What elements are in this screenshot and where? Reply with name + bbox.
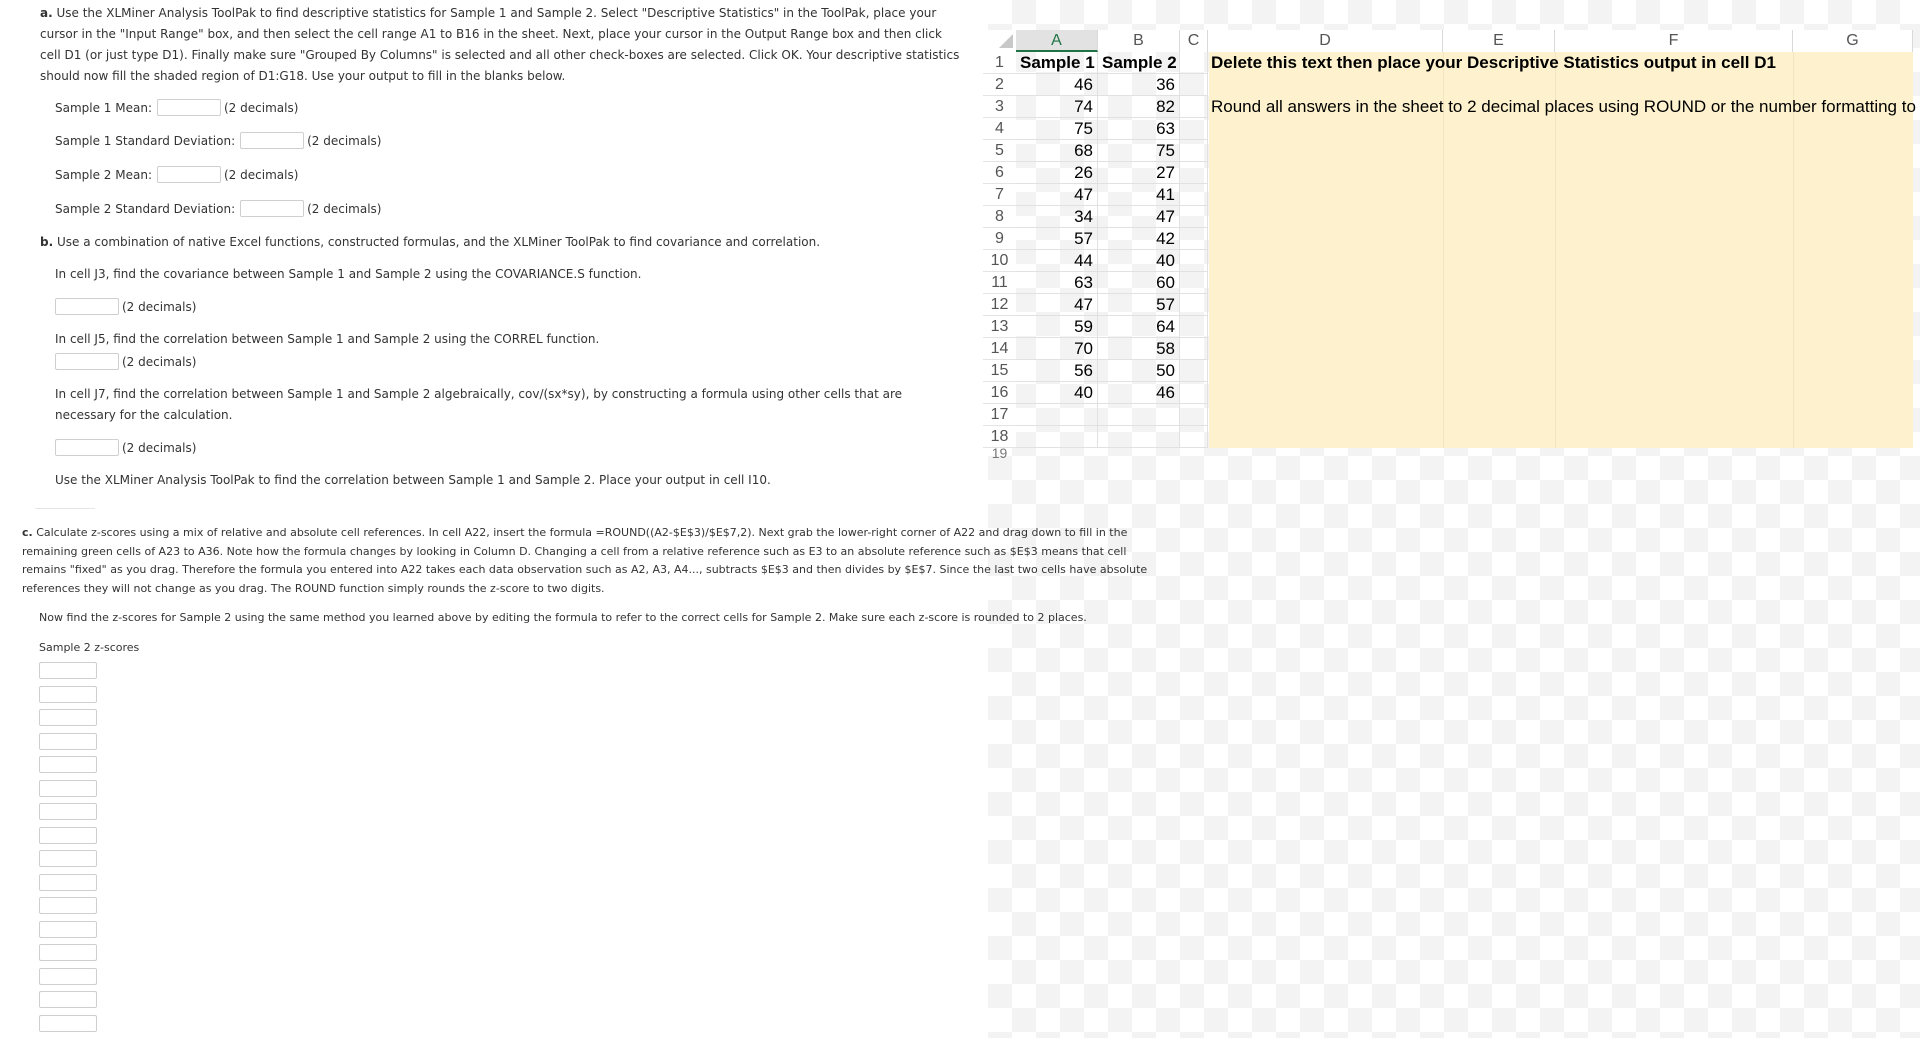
cell-c7[interactable] bbox=[1180, 184, 1208, 206]
cell-a12[interactable]: 47 bbox=[1016, 294, 1098, 316]
cell-c8[interactable] bbox=[1180, 206, 1208, 228]
cell-a3[interactable]: 74 bbox=[1016, 96, 1098, 118]
cell-b16[interactable]: 46 bbox=[1098, 382, 1180, 404]
column-header-d[interactable]: D bbox=[1208, 30, 1443, 52]
covariance-input[interactable] bbox=[55, 298, 119, 315]
column-header-f[interactable]: F bbox=[1555, 30, 1793, 52]
zscore-input[interactable] bbox=[39, 780, 97, 797]
sample2-sd-input[interactable] bbox=[240, 200, 304, 217]
cell-b8[interactable]: 47 bbox=[1098, 206, 1180, 228]
decimals-hint: (2 decimals) bbox=[307, 201, 382, 216]
cell-a13[interactable]: 59 bbox=[1016, 316, 1098, 338]
row-header-2[interactable]: 2 bbox=[983, 74, 1016, 96]
zscore-input[interactable] bbox=[39, 921, 97, 938]
cell-a14[interactable]: 70 bbox=[1016, 338, 1098, 360]
zscore-input[interactable] bbox=[39, 686, 97, 703]
sample1-mean-row bbox=[55, 99, 298, 116]
cell-c5[interactable] bbox=[1180, 140, 1208, 162]
cell-b13[interactable]: 64 bbox=[1098, 316, 1180, 338]
cell-c17[interactable] bbox=[1180, 404, 1208, 426]
cell-c3[interactable] bbox=[1180, 96, 1208, 118]
cell-a11[interactable]: 63 bbox=[1016, 272, 1098, 294]
zscore-input[interactable] bbox=[39, 827, 97, 844]
part-b-instructions: Use a combination of native Excel functions, constructed formulas, and the XLMiner ToolPak to find covariance and correlation. bbox=[56, 235, 821, 249]
row-header-17[interactable]: 17 bbox=[983, 404, 1016, 426]
cell-b12[interactable]: 57 bbox=[1098, 294, 1180, 316]
zscore-input[interactable] bbox=[39, 991, 97, 1008]
row-header-8[interactable]: 8 bbox=[983, 206, 1016, 228]
cell-b9[interactable]: 42 bbox=[1098, 228, 1180, 250]
zscore-input[interactable] bbox=[39, 968, 97, 985]
rounding-instruction-note: Round all answers in the sheet to 2 decimal places using ROUND or the number formatting to bbox=[1211, 97, 1916, 116]
question-panel bbox=[0, 0, 975, 500]
cell-b5[interactable]: 75 bbox=[1098, 140, 1180, 162]
row-header-15[interactable]: 15 bbox=[983, 360, 1016, 382]
spreadsheet[interactable] bbox=[983, 30, 1920, 458]
row-header-7[interactable]: 7 bbox=[983, 184, 1016, 206]
zscore-input[interactable] bbox=[39, 850, 97, 867]
algebraic-correlation-question: In cell J7, find the correlation between Sample 1 and Sample 2 algebraically, cov/(sx*sy), by constructing a formula using other cells that are necessary for the calculation. bbox=[55, 387, 903, 422]
part-c-followup: Now find the z-scores for Sample 2 using the same method you learned above by editing the formula to refer to the correct cells for Sample 2. Make sure each z-score is rounded to 2 places. bbox=[39, 611, 1087, 624]
sample1-sd-input[interactable] bbox=[240, 132, 304, 149]
sample1-mean-input[interactable] bbox=[157, 99, 221, 116]
zscore-input[interactable] bbox=[39, 803, 97, 820]
column-header-b[interactable]: B bbox=[1098, 30, 1180, 52]
part-c-text bbox=[22, 524, 1172, 598]
row-header-1[interactable]: 1 bbox=[983, 52, 1016, 74]
select-all-corner[interactable] bbox=[983, 30, 1016, 52]
zscores-title: Sample 2 z-scores bbox=[39, 641, 140, 654]
part-c-label: c. bbox=[22, 526, 33, 539]
zscore-input[interactable] bbox=[39, 756, 97, 773]
cell-c14[interactable] bbox=[1180, 338, 1208, 360]
correl-row bbox=[55, 353, 196, 370]
row-header-13[interactable]: 13 bbox=[983, 316, 1016, 338]
sample2-sd-row bbox=[55, 200, 381, 217]
sample1-sd-label: Sample 1 Standard Deviation: bbox=[55, 133, 236, 148]
part-b-intro bbox=[40, 232, 965, 253]
part-c-instructions: Calculate z-scores using a mix of relative and absolute cell references. In cell A22, insert the formula =ROUND((A2-$E$3)/$E$7,2). Next grab the lower-right corner of A22 and drag down to fill in the remaining green cells of A23 to A36. Note how the formula changes by looking in Column D. Changing a cell from a relative reference such as E3 to an absolute reference such as $E$3 means that cell remains "fixed" as you drag. Therefore the formula you entered into A22 takes each data observation such as A2, A3, A4..., subtracts $E$3 and then divides by $E$7. Since the last two cells have absolute references they will not change as you drag. The ROUND function simply rounds the z-score to two digits. bbox=[22, 526, 1148, 595]
row-header-9[interactable]: 9 bbox=[983, 228, 1016, 250]
row-header-12[interactable]: 12 bbox=[983, 294, 1016, 316]
cell-b3[interactable]: 82 bbox=[1098, 96, 1180, 118]
correl-input[interactable] bbox=[55, 353, 119, 370]
cell-b11[interactable]: 60 bbox=[1098, 272, 1180, 294]
cell-c12[interactable] bbox=[1180, 294, 1208, 316]
cell-b15[interactable]: 50 bbox=[1098, 360, 1180, 382]
part-a-label: a. bbox=[40, 6, 53, 20]
part-a-text bbox=[40, 3, 965, 87]
cell-b10[interactable]: 40 bbox=[1098, 250, 1180, 272]
decimals-hint: (2 decimals) bbox=[122, 440, 197, 455]
cell-b4[interactable]: 63 bbox=[1098, 118, 1180, 140]
decimals-hint: (2 decimals) bbox=[122, 354, 197, 369]
cell-a1[interactable]: Sample 1 bbox=[1016, 52, 1098, 74]
column-header-c[interactable]: C bbox=[1180, 30, 1208, 52]
sample1-mean-label: Sample 1 Mean: bbox=[55, 100, 152, 115]
cell-a10[interactable]: 44 bbox=[1016, 250, 1098, 272]
decimals-hint: (2 decimals) bbox=[307, 133, 382, 148]
cell-c4[interactable] bbox=[1180, 118, 1208, 140]
cell-b17[interactable] bbox=[1098, 404, 1180, 426]
cell-c6[interactable] bbox=[1180, 162, 1208, 184]
column-header-g[interactable]: G bbox=[1793, 30, 1913, 52]
cell-b7[interactable]: 41 bbox=[1098, 184, 1180, 206]
row-header-16[interactable]: 16 bbox=[983, 382, 1016, 404]
cell-b6[interactable]: 27 bbox=[1098, 162, 1180, 184]
cell-b2[interactable]: 36 bbox=[1098, 74, 1180, 96]
row-header-14[interactable]: 14 bbox=[983, 338, 1016, 360]
row-header-19-partial: 19 bbox=[991, 448, 1008, 458]
cell-a17[interactable] bbox=[1016, 404, 1098, 426]
covariance-question: In cell J3, find the covariance between Sample 1 and Sample 2 using the COVARIANCE.S function. bbox=[55, 267, 642, 281]
cell-c13[interactable] bbox=[1180, 316, 1208, 338]
cell-b1[interactable]: Sample 2 bbox=[1098, 52, 1180, 74]
cell-a2[interactable]: 46 bbox=[1016, 74, 1098, 96]
decimals-hint: (2 decimals) bbox=[224, 167, 299, 182]
algebraic-correlation-row bbox=[55, 439, 196, 456]
divider bbox=[35, 508, 95, 509]
cell-c15[interactable] bbox=[1180, 360, 1208, 382]
row-header-4[interactable]: 4 bbox=[983, 118, 1016, 140]
sample2-mean-input[interactable] bbox=[157, 166, 221, 183]
zscore-input[interactable] bbox=[39, 733, 97, 750]
part-a-instructions: Use the XLMiner Analysis ToolPak to find descriptive statistics for Sample 1 and Sample 2. Select "Descriptive Statistics" in the ToolPak, place your cursor in the "Input Range" box, and then select the cell range A1 to B16 in the sheet. Next, place your cursor in the Output Range box and then click cell D1 (or just type D1). Finally make sure "Grouped By Columns" is selected and all other check-boxes are selected. Click OK. Your descriptive statistics should now fill the shaded region of D1:G18. Use your output to fill in the blanks below. bbox=[40, 6, 960, 83]
cell-c2[interactable] bbox=[1180, 74, 1208, 96]
cell-b14[interactable]: 58 bbox=[1098, 338, 1180, 360]
toolpak-correlation-question: Use the XLMiner Analysis ToolPak to find the correlation between Sample 1 and Sample 2. Place your output in cell I10. bbox=[55, 473, 771, 487]
cell-c9[interactable] bbox=[1180, 228, 1208, 250]
zscore-input[interactable] bbox=[39, 709, 97, 726]
sample2-mean-row bbox=[55, 166, 298, 183]
algebraic-correlation-input[interactable] bbox=[55, 439, 119, 456]
sample2-mean-label: Sample 2 Mean: bbox=[55, 167, 152, 182]
cell-c10[interactable] bbox=[1180, 250, 1208, 272]
sample2-sd-label: Sample 2 Standard Deviation: bbox=[55, 201, 236, 216]
row-header-11[interactable]: 11 bbox=[983, 272, 1016, 294]
decimals-hint: (2 decimals) bbox=[224, 100, 299, 115]
row-header-6[interactable]: 6 bbox=[983, 162, 1016, 184]
cell-a18[interactable] bbox=[1016, 426, 1098, 448]
cell-a16[interactable]: 40 bbox=[1016, 382, 1098, 404]
cell-c1[interactable] bbox=[1180, 52, 1208, 74]
output-instruction-note: Delete this text then place your Descriptive Statistics output in cell D1 bbox=[1211, 53, 1776, 72]
row-header-10[interactable]: 10 bbox=[983, 250, 1016, 272]
cell-c11[interactable] bbox=[1180, 272, 1208, 294]
decimals-hint: (2 decimals) bbox=[122, 299, 197, 314]
sample1-sd-row bbox=[55, 132, 381, 149]
zscore-input[interactable] bbox=[39, 897, 97, 914]
column-header-e[interactable]: E bbox=[1443, 30, 1555, 52]
zscore-input[interactable] bbox=[39, 662, 97, 679]
row-header-5[interactable]: 5 bbox=[983, 140, 1016, 162]
zscore-input[interactable] bbox=[39, 1015, 97, 1032]
zscore-input[interactable] bbox=[39, 944, 97, 961]
cell-a15[interactable]: 56 bbox=[1016, 360, 1098, 382]
cell-a9[interactable]: 57 bbox=[1016, 228, 1098, 250]
row-header-18[interactable]: 18 bbox=[983, 426, 1016, 448]
cell-a6[interactable]: 26 bbox=[1016, 162, 1098, 184]
correl-question: In cell J5, find the correlation between Sample 1 and Sample 2 using the CORREL function. bbox=[55, 332, 600, 346]
cell-a7[interactable]: 47 bbox=[1016, 184, 1098, 206]
cell-c18[interactable] bbox=[1180, 426, 1208, 448]
cell-a4[interactable]: 75 bbox=[1016, 118, 1098, 140]
column-header-a[interactable]: A bbox=[1016, 30, 1098, 52]
part-b-label: b. bbox=[40, 235, 54, 249]
row-header-3[interactable]: 3 bbox=[983, 96, 1016, 118]
cell-a8[interactable]: 34 bbox=[1016, 206, 1098, 228]
zscore-input[interactable] bbox=[39, 874, 97, 891]
cell-a5[interactable]: 68 bbox=[1016, 140, 1098, 162]
covariance-row bbox=[55, 298, 196, 315]
cell-b18[interactable] bbox=[1098, 426, 1180, 448]
cell-c16[interactable] bbox=[1180, 382, 1208, 404]
